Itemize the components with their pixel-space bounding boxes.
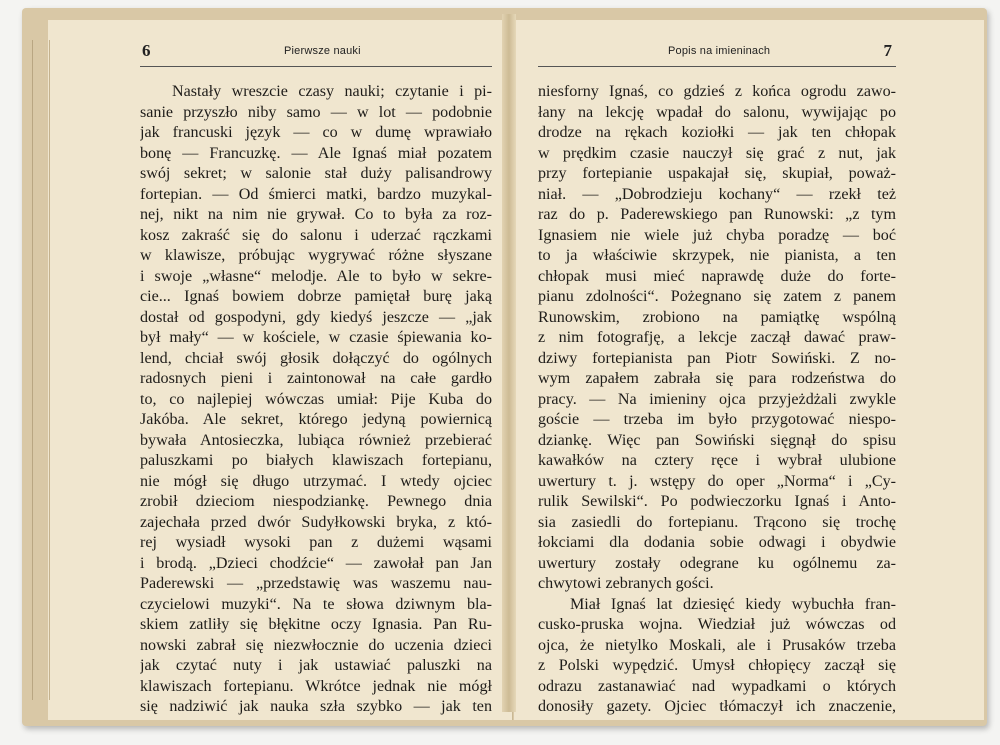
text-line: to ja właściwie skrzypek, nie pianista, a ten [538, 247, 896, 264]
text-line: Nastały wreszcie czasy nauki; czytanie i pi- [172, 83, 492, 100]
book-gutter [502, 14, 516, 712]
text-line: goście — trzeba im było przygotować niespo- [538, 411, 896, 428]
text-line: się nadziwić jak nauka szła szybko — jak ten [140, 698, 492, 715]
text-line: pianu zdolności“. Pożegnano się zatem z panem [538, 288, 896, 305]
text-line: drodze na rękach koziołki — jak ten chłopak [538, 124, 896, 141]
text-line: skiem zatliły się błękitne oczy Ignasia. Pan Ru- [140, 616, 492, 633]
text-line: radosnych pieni i zaintonował na całe gardło [140, 370, 492, 387]
text-line: sia zasiedli do fortepianu. Trącono się trochę [538, 513, 896, 531]
text-line: klawiszach fortepianu. Wkrótce jednak nie mógł [140, 677, 492, 695]
text-line: lend, chciał swój głosik dołączyć do ogólnych [140, 349, 492, 367]
text-line: nej, nikt na nim nie grywał. Co to była za roz- [140, 206, 492, 223]
text-line: zrobił dzieciom niespodziankę. Pewnego dnia [140, 493, 492, 510]
right-page-number: 7 [883, 41, 892, 60]
text-line: wym zapałem zabrała się para rodzeństwa do [538, 370, 896, 387]
text-line: dziwy fortepianista pan Piotr Sowiński. Z no- [538, 349, 896, 367]
text-line: cie... Ignaś bowiem dobrze pamiętał burę jaką [140, 288, 492, 305]
text-line: chwytowi zebranych gości. [538, 575, 714, 592]
left-running-title: Pierwsze nauki [284, 45, 361, 57]
text-line: niał. — „Dobrodzieju kochany“ — rzekł też [538, 185, 896, 203]
text-line: dostał od gospodyni, gdy kiedyś jeszcze — „jak [140, 308, 492, 326]
text-line: Jakóba. Ale sekret, którego jedyną powiernicą [140, 411, 492, 428]
text-line: łokciami dla dodania sobie odwagi i obydwie [538, 534, 896, 551]
text-line: Runowskim, zrobiono na pamiątkę wspólną [538, 308, 896, 326]
text-line: niesforny Ignaś, co gdzieś z końca ogrodu zawo- [538, 83, 896, 100]
text-line: w klawisze, próbując wygrywać różne słyszane [140, 247, 492, 264]
text-line: ojca, że nietylko Moskali, ale i Prusaków trzeba [538, 636, 896, 654]
text-line: jak czytać nuty i jak ustawiać paluszki na [140, 657, 492, 674]
text-line: paluszkami po białych klawiszach fortepianu, [140, 452, 492, 469]
text-line: donosiły gazety. Ojciec tłómaczył ich znaczenie, [538, 698, 896, 715]
text-line: w prędkim czasie nauczył się grać z nut, jak [538, 144, 896, 162]
text-line: z Polski wypędzić. Umysł chłopięcy zaczął się [538, 657, 896, 674]
text-line: zajechała przed dwór Sudyłkowski bryka, z któ- [140, 513, 492, 531]
text-line: odrazu zastanawiać nad wypadkami o których [538, 677, 896, 695]
text-line: czycielowi muzyki“. Na te słowa dziwnym bla- [140, 595, 492, 613]
text-line: łany na lekcję wpadał do salonu, wywijając po [538, 103, 896, 121]
text-line: bywała Antosieczka, lubiąca również przebierać [140, 431, 492, 449]
text-line: uwertury t. j. wstępy do oper „Norma“ i „Cy- [538, 472, 896, 490]
text-line: kawałków na cztery ręce i wybrał ulubione [538, 452, 896, 469]
right-page-header [538, 36, 896, 67]
left-page-header [140, 36, 492, 67]
text-line: rej wysiadł wysoki pan z dużemi wąsami [140, 534, 492, 551]
text-line: Miał Ignaś lat dziesięć kiedy wybuchła fran- [570, 595, 896, 613]
text-line: dziankę. Więc pan Sowiński sięgnął do spisu [538, 431, 896, 449]
text-line: Ignasiem nie wiele już chyba poradzę — boć [538, 226, 896, 244]
text-line: nie mógł się długo utrzymać. I wtedy ojciec [140, 472, 492, 490]
right-running-title: Popis na imieninach [668, 45, 771, 57]
text-line: nowski zabrał się niezwłocznie do uczenia dzieci [140, 636, 492, 654]
text-line: i brodą. „Dzieci chodźcie“ — zawołał pan Jan [140, 554, 492, 572]
left-page-number: 6 [142, 41, 151, 60]
text-line: to, co najlepiej wówczas umiał: Pije Kuba do [140, 390, 492, 408]
left-page-text [140, 82, 492, 718]
text-line: sanie przyszło niby samo — w lot — podobnie [140, 103, 492, 121]
text-line: był mały“ — w kościele, w czasie śpiewania ko- [140, 329, 492, 346]
text-line: jak francuski język — co w dumę wprawiało [140, 124, 492, 141]
text-line: pracy. — Na imieniny ojca przyjeżdżali zwykle [538, 390, 896, 408]
text-line: uwertury zostały odegrane ku ogólnemu za- [538, 554, 896, 572]
text-line: Paderewski — „przedstawię was waszemu nau- [140, 575, 492, 592]
text-line: kosz zakraść się do salonu i uderzać rączkami [140, 226, 492, 244]
text-line: fortepian. — Od śmierci matki, bardzo muzykal- [140, 185, 492, 203]
text-line: cusko-pruska wojna. Wiedział już wówczas od [538, 616, 896, 633]
right-page-text [538, 82, 896, 718]
text-line: i swoje „własne“ melodje. Ale to było w sekre- [140, 267, 492, 285]
text-line: chłopak musi mieć naprawdę duże do forte- [538, 267, 896, 285]
text-line: raz do p. Paderewskiego pan Runowski: „z tym [538, 206, 896, 223]
text-line: bonę — Francuzkę. — Ale Ignaś miał pozatem [140, 144, 492, 162]
text-line: swój sekret; w salonie stał duży palisandrowy [140, 165, 492, 182]
text-line: przy fortepianie uspakajał się, skupiał, poważ- [538, 165, 896, 182]
text-line: z nim fotografję, a lekcje zaczął dawać praw- [538, 329, 896, 346]
text-line: rulik Sewilski“. Po podwieczorku Ignaś i Anto- [538, 493, 896, 510]
page-edges [32, 40, 50, 700]
